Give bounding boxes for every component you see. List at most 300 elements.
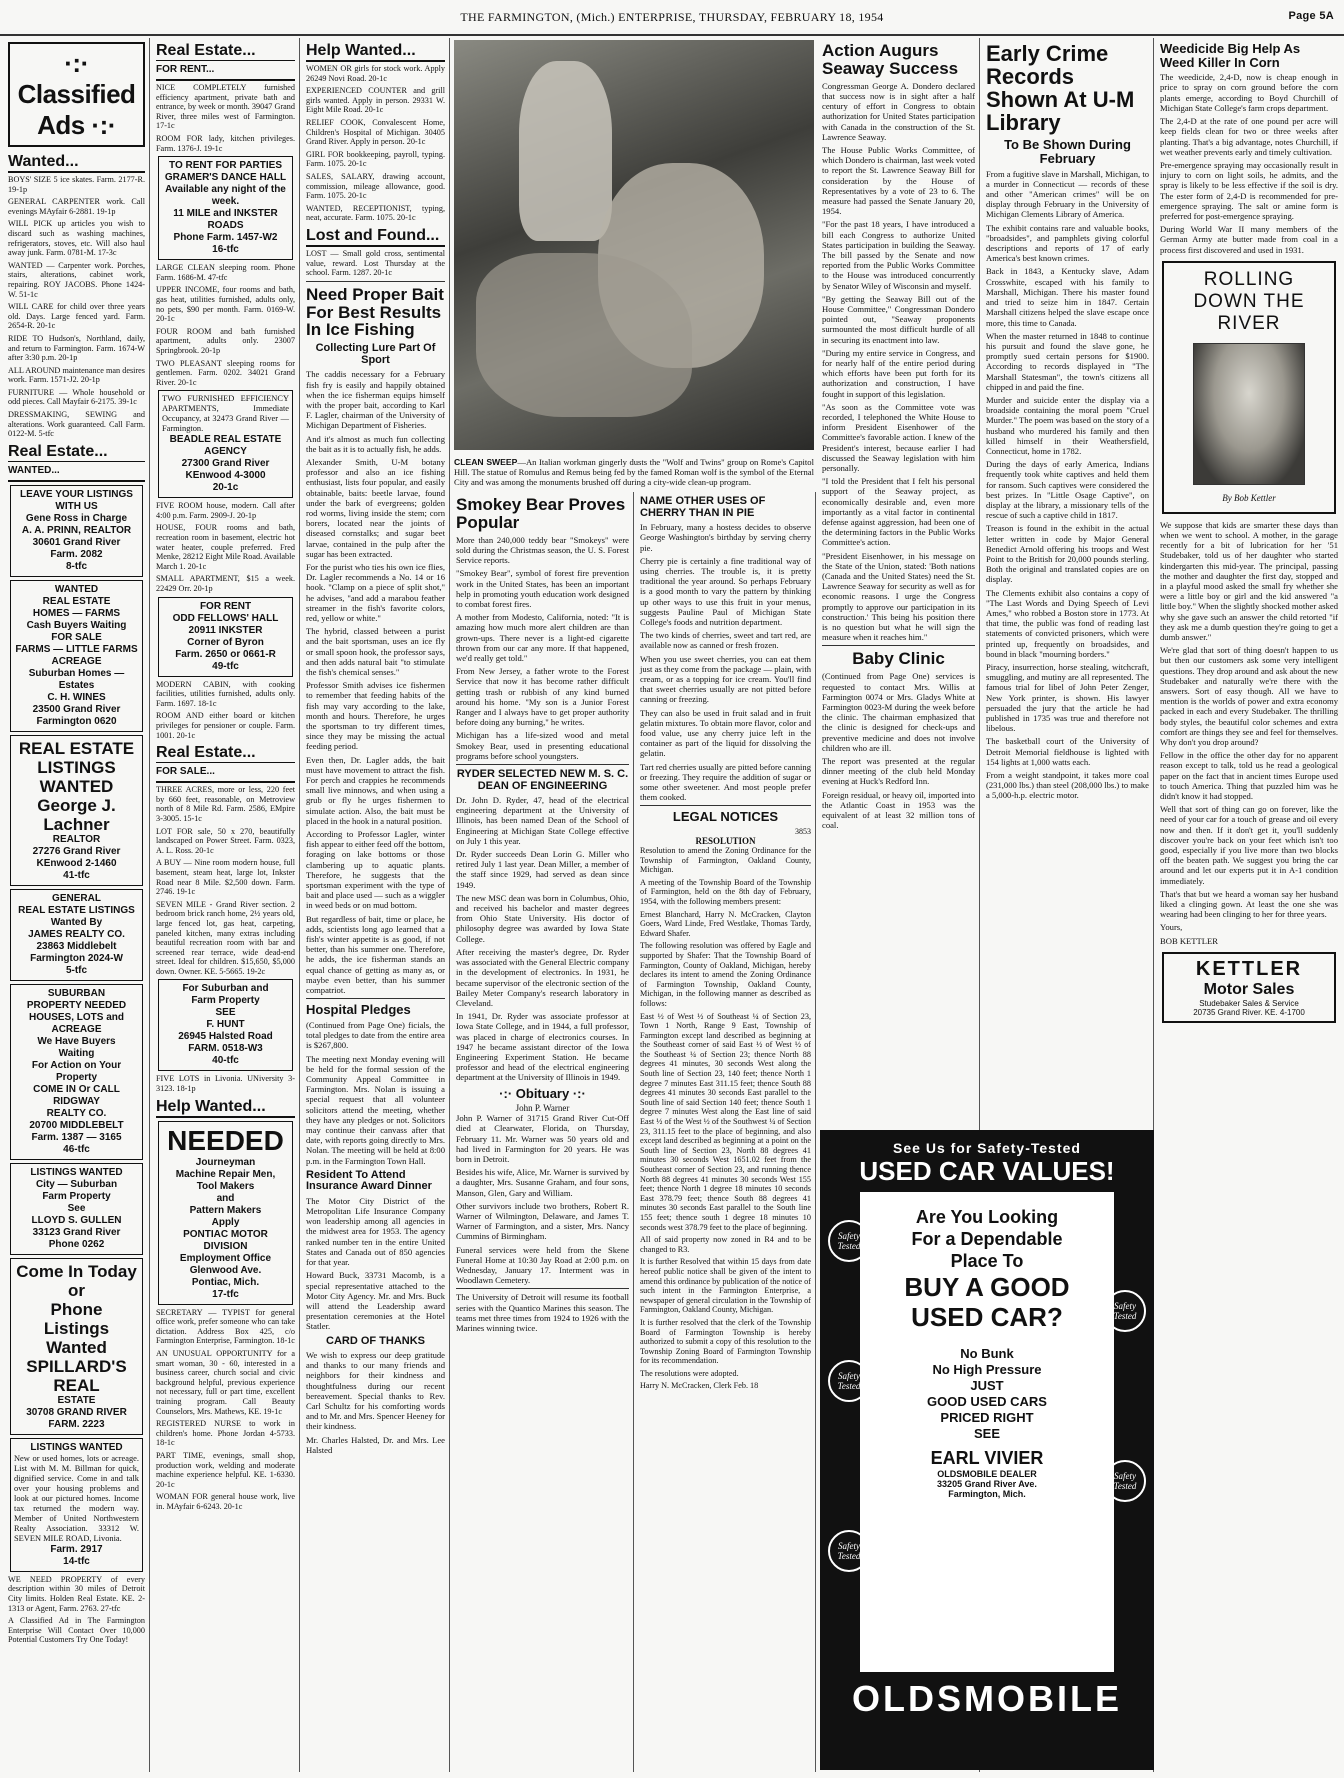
ad-line: 20911 INKSTER [188,624,263,636]
ad-line: Farm Property [42,1190,111,1202]
paragraph: RIDE TO Hudson's, Northland, daily, and return to Farmington. Farm. 1674-W after 3:30 p.m. 20-1p [8,333,145,363]
wanted-heading: Wanted... [8,153,145,173]
paragraph: It is further resolved that the clerk of the Township Board of Farmington Township is hereby authorized to submit a copy of this resolution to the Township Zoning Board of Farmington Township for its recommendation. [640,1317,811,1366]
smokey-story [456,535,629,761]
paragraph: In 1941, Dr. Ryder was associate professor at Iowa State College, and in 1944, a full professor, was placed in charge of electronics courses. In 1947 he became assistant director of the Iowa Engineering Experiment Station. He became professor and head of the electrical engineering department at the University of Illinois in 1949. [456,1011,629,1083]
ad-line: BEADLE REAL ESTATE [169,434,282,446]
paragraph: The hybrid, classed between a purist and the bait sportsman, uses an ice fly or small spoon hook, the professor says, and then adds natural bait "to stimulate the fish's chemical senses." [306,626,445,677]
safety-tested-badge: Safety Tested [828,1360,870,1402]
ad-line: Phone Farm. 1457-W2 [173,232,278,244]
ad-line: C. H. WINES [47,691,106,703]
paragraph: SEVEN MILE - Grand River section. 2 bedroom brick ranch home, 2½ years old, large fenced lot, gas heat, carpeting, paneled kitchen, many extras including beautiful recreation room with bar and screened rear terrace, wide dead-end street. Ideal for children. $15,650, $5,000 down. Owner. KE. 5-5665. 19-2c [156,899,295,976]
olds-q3: Place To [950,1251,1024,1271]
classified-banner: ·:· Classified Ads ·:· [8,42,145,147]
ad-line: A. A. PRINN, REALTOR [21,524,132,536]
paragraph: SALES, SALARY, drawing account, commission, mileage allowance, good. Farm. 1075. 20-1c [306,171,445,201]
ad-line: 26945 Halsted Road [178,1031,273,1043]
rent-list-2 [156,263,295,387]
paragraph: Well that sort of thing can go on forever, like the need of your car for a touch of grease and oil every now and then. If it don't get it, you'll suddenly discover you're back on your feet which isn't too good, especially if you live more than two blocks off the beaten path. We suggest you bring the car around and let our experts put it in A-1 condition immediately. [1160,804,1338,886]
rolling-line-2: DOWN THE [1193,290,1305,312]
paragraph: DRESSMAKING, SEWING and alterations. Work guaranteed. Call Farm. 0122-M. 5-tfc [8,410,145,439]
crime-headline: Early Crime Records Shown At U-M Library [986,41,1135,136]
divider [306,281,445,282]
paragraph: A meeting of the Township Board of the Township of Farmington, held on the 8th day of February, 1954, with the following members present: [640,877,811,906]
olds-top: See Us for Safety-Tested [893,1140,1081,1156]
ad-line: KEnwood 2-1460 [36,857,117,869]
ad-pontiac-motor [158,1121,293,1305]
sale-list [156,785,295,976]
ad-line: Farm Property [191,995,260,1007]
ad-line: 20-1c [212,482,239,494]
paragraph: Back in 1843, a Kentucky slave, Adam Crosswhite, escaped with his family to Marshall, Michigan. There his master found and tried to seize him in 1847. Certain Marshall citizens helped the slave escape once more, this time to Canada. [986,266,1149,328]
paragraph: FURNITURE — Whole household or odd pieces. Call Mayfair 6-2175. 39-1c [8,387,145,407]
ad-hunt [158,979,293,1071]
paragraph: Fellow in the office the other day for no apparent reason except to talk, told us he read a geological paper on the fact that in ancient times Europe used to touch America. Thing that puzzled him was he didn't know it had stopped. [1160,750,1338,802]
ad-line: KEnwood 4-3000 [185,470,266,482]
ryder-headline: RYDER SELECTED NEW M. S. C. DEAN OF ENGINEERING [456,767,629,792]
kettler-address: 20735 Grand River. KE. 4-1700 [1193,1007,1305,1017]
paragraph: THREE ACRES, more or less, 220 feet by 660 feet, reasonable, on Metroview north of 8 Mile Rd. Farm. 2586, EMpire 3-3005. 15-1c [156,785,295,823]
ad-line: 40-tfc [212,1055,239,1067]
ad-line: Lachner [43,814,110,834]
paragraph: The basketball court of the University of Detroit Memorial fieldhouse is lighted with 154 lights at 1,000 watts each. [986,736,1149,767]
kettler-ad [1162,952,1336,1023]
ad-line: REALTY CO. [46,1107,107,1119]
oldsmobile-ad [820,1130,1154,1770]
paragraph: WILL PICK up articles you wish to discard such as washing machines, refrigerators, stoves, etc. Will also haul away junk. Farm. 0781-M. 17-3c [8,219,145,258]
kettler-motor-sales: Motor Sales [1203,980,1295,998]
ice-fishing-headline: Need Proper Bait For Best Results In Ice Fishing [306,284,444,340]
paragraph: Funeral services were held from the Skene Funeral Home at 10:30 Jay Road at 2:00 p.m. on Wednesday, January 17. Interment was in Woodlawn Cemetery. [456,1244,629,1286]
ad-line: Waiting [58,1047,95,1059]
paragraph: The caddis necessary for a February fish fry is easily and happily obtained when the ice fisherman equips himself with the proper bait, according to Karl F. Lagler, chairman of the University of Michigan Department of Fisheries. [306,369,445,431]
paragraph: We wish to express our deep gratitude and thanks to our many friends and neighbors for their kindness and thoughtfulness during our recent bereavement. Special thanks to Rev. Carl Schultz for his comforting words and to Mr. and Mrs. Spencer Heeney for their kindness. [306,1350,445,1432]
obituary-headline: ·:· Obituary ·:· [499,1085,586,1101]
olds-used-car: USED CAR? [911,1302,1063,1332]
kettler-name: KETTLER [1195,957,1303,980]
ad-line: REAL ESTATE [18,738,135,758]
paragraph: All of said property now zoned in R4 and to be changed to R3. [640,1235,811,1254]
paragraph: Harry N. McCracken, Clerk Feb. 18 [640,1381,759,1391]
ad-line: 20700 MIDDLEBELT [29,1119,124,1131]
paragraph: The following resolution was offered by Eagle and supported by Shafer: That the Township Board of Farmington, County of Oakland, Michigan, hereby declares its intent to amend the Zoning Ordinance of Farmington Township, Oakland County, Michigan, in the following manner as described as follows: [640,941,811,1008]
olds-body [860,1192,1114,1672]
paragraph: REGISTERED NURSE to work in children's home. Phone Jordan 4-5733. 18-1c [156,1419,295,1448]
paragraph: (Continued from Page One) services is requested to contact Mrs. Willis at Farmington 0074 or Mrs. Gladys White at Farmington 0023-M during the week before the clinic. The chairman emphasized that the clinic is designed for check-ups and preventive medicine and does not involve children who are ill. [822,671,975,753]
paragraph: Dr. John D. Ryder, 47, head of the electrical engineering department at the University of Illinois, has been named Dean of the School of Engineering at Michigan State College effective on July 1 this year. [456,795,629,846]
wanted-list [8,175,145,439]
ice-fishing-story [306,369,445,995]
paragraph: MODERN CABIN, with cooking facilities, utilities furnished, adults only. Farm. 1697. 18-1c [156,679,295,708]
fuel-note [822,790,975,831]
ad-line: ACREAGE [51,655,102,667]
insurance-story [306,1196,445,1332]
ad-line: For Suburban and [182,983,269,995]
caption-text: —An Italian workman gingerly dusts the "Wolf and Twins" group on Rome's Capitol Hill. The statue of Romulus and Remus being fed by the famed Roman wolf is the symbol of the Eternal City and was among the monuments brushed off during a city-wide clean-up program. [454,457,814,487]
paragraph: "During my entire service in Congress, and for nearly half of the entire period during which efforts have been put forth for its authorization and construction, I have fought in support of this legislation. [822,347,975,399]
ad-odd-fellows [158,597,293,677]
ad-line: and [216,1192,235,1204]
crime-subhead: To Be Shown During February [1004,137,1131,167]
olds-dealer-sub-3: Farmington, Mich. [948,1489,1026,1499]
olds-m2: No High Pressure [932,1362,1042,1377]
ad-line: Corner of Byron [187,636,264,648]
byline: By Bob Kettler [1222,492,1276,503]
ad-line: RIDGWAY [53,1095,100,1107]
paragraph: LOST — Small gold cross, sentimental value, reward. Lost Thursday at the school. Farm. 1287. 20-1c [306,248,445,278]
baby-clinic-headline: Baby Clinic [852,649,945,669]
paragraph: BOYS' SIZE 5 ice skates. Farm. 2177-R. 19-1p [8,175,145,194]
ad-line: TWO FURNISHED EFFICIENCY APARTMENTS, Immediate Occupancy, at 32473 Grand River — Farmington. [162,394,289,434]
paragraph: ROOM FOR lady, kitchen privileges. Farm. 1376-J. 19-1c [156,133,295,153]
ad-line: ESTATE [57,1394,96,1406]
rent-list-3 [156,501,295,593]
ad-line: ODD FELLOWS' HALL [172,612,279,624]
paragraph: HOUSE, FOUR rooms and bath, recreation room in basement, electric hot water heater, couple preferred. Fred Menke, 28212 Eight Mile Road. Available March 1. 20-1c [156,523,295,571]
sale-list-2 [156,1074,295,1093]
cherry-story [640,522,811,802]
ad-line: Wanted By [50,916,103,928]
olds-m5: PRICED RIGHT [940,1410,1034,1425]
ad-line: SEE [215,1007,236,1019]
paragraph: FIVE LOTS in Livonia. UNiversity 3-3123. 18-1p [156,1074,295,1094]
olds-dealer-sub-1: OLDSMOBILE DEALER [937,1469,1037,1479]
ad-line: Phone 0262 [48,1238,105,1250]
ad-line: REAL ESTATE [42,595,111,607]
paragraph: The new MSC dean was born in Columbus, Ohio, and received his bachelor and master degrees from Ohio State University. His doctor of philosophy degree was awarded by Iowa State College. [456,892,629,944]
ad-line: Suburban Homes — Estates [28,667,125,691]
ad-line: F. HUNT [206,1019,245,1031]
paragraph: That's that but we heard a woman say her husband liked a clinging gown. At least the one she was wearing had been clinging to her for three years. [1160,888,1338,920]
lost-found-heading: Lost and Found... [306,227,445,247]
ad-line: Farmington 2024-W [30,952,123,964]
ad-line: JAMES REALTY CO. [28,928,125,940]
rolling-line-1: ROLLING [1203,268,1295,290]
re-wanted-sub: WANTED... [8,461,145,480]
paragraph: ALL AROUND maintenance man desires work. Farm. 1571-J2. 20-1p [8,365,145,385]
paragraph: They can also be used in fruit salad and in fruit gelatin mixtures. To obtain more flavor, color and food value, use any cherry juice left in the container as part of the liquid for dissolving the gelatin. [640,707,811,759]
paragraph: We're glad that sort of thing doesn't happen to us but then our customers ask some very intelligent questions. They drop around and ask about the new Studebaker and naturally we're there with the answers. Sort of easy though. All we have to mention is the worlds of power and extra economy packed in each and every Studebaker. The thrilling body styles, the beautiful color schemes and extra comfort are things they see and feel for themselves. Why don't you drop around? [1160,645,1338,747]
olds-q1: Are You Looking [915,1207,1059,1227]
ad-line: 23500 Grand River [32,703,121,715]
paragraph: John P. Warner of 31715 Grand River Cut-Off died at Clearwater, Florida, on Thursday, February 11. Mr. Warner was 50 years old and had lived in Farmington for 20 years. He was born in Detroit. [456,1113,629,1164]
ad-line: Listings Wanted [43,1318,110,1357]
ad-line: SPILLARD'S REAL [26,1356,127,1395]
ad-line: Available any night of the week. [165,184,286,208]
paragraph: "President Eisenhower, in his message on the State of the Union, stated: 'Both nations (Canada and the United States) need the St. Lawrence Seaway for security as well as for economic reasons. I urge the Congress promptly to approve our participation in its construction.' This being his position there is no question but what he will sign the measure when it reaches him." [822,550,975,643]
photo-caption [454,457,814,487]
ad-lachner [10,735,143,886]
ad-line: 23863 Middlebelt [36,940,117,952]
basketball-note [986,736,1149,800]
ad-gramers [158,156,293,260]
ad-line: Farm. 2917 [50,1543,103,1555]
ad-spillard [10,1258,143,1435]
ad-line: For Action on Your Property [31,1059,122,1083]
paragraph: When you use sweet cherries, you can eat them just as they come from the package — plain, with cream, or as a topping for ice cream. You'll find that sweet cherries usually are not pitted before canning or freezing. [640,653,811,705]
paragraph: From New Jersey, a father wrote to the Forest Service that now it has become rather difficult getting trash or rubbish of any kind burned around his home. "My son is a Junior Forest Ranger and I always have to get proper authority before doing any burning," he writes. [456,666,629,728]
paragraph: PART TIME, evenings, small shop, production work, welding and moderate machine experience helpful. KE. 1-6330. 20-1c [156,1450,295,1489]
ad-line: LEAVE YOUR LISTINGS WITH US [20,488,133,512]
ad-line: 46-tfc [63,1143,90,1155]
ad-james-realty [10,889,143,981]
legal-number: 3853 [795,827,811,837]
paragraph: "For the past 18 years, I have introduced a bill each Congress to authorize United States participation in building the Seaway. The bill passed by the Senate and now reported from the Public Works Committee to the House was introduced concurrently by Senator Wiley of Wisconsin and myself. [822,219,975,291]
paragraph: A BUY — Nine room modern house, full basement, steam heat, large lot, Inkster Road near 8 Mile. $2,500 down. Farm. 2746. 19-1c [156,858,295,897]
olds-dealer: EARL VIVIER [930,1448,1044,1468]
paragraph: "Smokey Bear", symbol of forest fire prevention work in the United States, has been an important help in promoting youth education work designed to combat forest fires. [456,568,629,609]
legal-text [640,846,811,1391]
weed-story [1160,72,1338,254]
ad-line: PONTIAC MOTOR [183,1228,268,1240]
ad-line: Employment Office [179,1252,272,1264]
paragraph: The 2,4-D at the rate of one pound per acre will keep fields clean for two or three weeks after planting. That's a big advantage, notes Churchill, if wet weather prevents early and timely cultivation. [1160,116,1338,157]
kettler-column [1160,520,1338,946]
paragraph: Pre-emergence spraying may occasionally result in injury to corn on light soils, he admits, and the spray is likely to be less effective if the soil is dry. The ester form of 2,4-D is recommended for pre-emergence spraying. The salt or amine form is preferred for post-emergence spraying. [1160,159,1338,221]
paragraph: Resolution to amend the Zoning Ordinance for the Township of Farmington, Oakland County, Michigan. [640,846,811,875]
olds-m1: No Bunk [960,1346,1014,1361]
paragraph: It is further Resolved that within 15 days from date hereof public notice shall be given of the intent to amend this ordinance by publication of the notice of such intent in the Farmington Enterprise, a newspaper of general circulation in the Township of Farmington, Oakland County, Michigan. [640,1257,811,1315]
ad-line: AGENCY [204,446,247,458]
paragraph: After receiving the master's degree, Dr. Ryder was associated with the General Electric company in the development of electronics. In 1931, he became supervisor of the electronic section of the Bailey Meter Company's research laboratory in Cleveland. [456,946,629,1008]
thanks-headline: CARD OF THANKS [326,1334,425,1347]
ad-line: 41-tfc [63,869,90,881]
paragraph: LOT FOR sale, 50 x 270, beautifully landscaped on Power Street. Farm. 0323, A. L. Ross. 20-1c [156,826,295,855]
paragraph: The University of Detroit will resume its football series with the Quantico Marines this season. The teams met three times from 1924 to 1926 with the Marines winning twice. [456,1292,629,1334]
paragraph: The exhibit contains rare and valuable books, "broadsides", and pamphlets giving colorful descriptions and reports of 17 of early America's best known crimes. [986,222,1149,264]
column-classifieds-2 [152,38,300,1772]
paragraph: During the days of early America, Indians frequently took white captives and held them for ransom. Such captives were considered the best prizes. In "Little Osage Captive", on display at the library, a missionary tells of the rescue of such a captive child in 1817. [986,459,1149,521]
divider [456,764,629,765]
ad-line: Come In Today [16,1261,137,1281]
paragraph: GENERAL CARPENTER work. Call evenings MAyfair 6-2881. 19-1p [8,197,145,216]
paragraph: We suppose that kids are smarter these days than when we went to school. A mother, in the garage recently for a bit of lubrication for her '51 Studebaker, told us of her daughter who started kindergarten this mid-year. The principal, passing the mother and daughter the first day, stopped and in a playful mood asked the small fry whether she were a little boy or girl and the kid answered "a little boy." When the slightly shocked mother asked why she gave such an answer the child retorted "if they ask me a dumb question they're going to get a dumb answer." [1160,519,1338,642]
for-sale-heading [156,744,295,783]
ad-wines [10,580,143,732]
paragraph: The Motor City District of the Metropolitan Life Insurance Company won leadership among all agencies in the midwest area for 1953. The agency ranked number ten in the entire United States and Canada out of 850 agencies for that year. [306,1195,445,1268]
paragraph: WE NEED PROPERTY of every description within 30 miles of Detroit City limits. Holden Real Estate. KE. 2-1313 or Agent, Farm. 2763. 27-tfc [8,1574,145,1613]
paragraph: WOMAN FOR general house work, live in. MAyfair 6-6243. 20-1c [156,1492,295,1511]
paragraph: The meeting next Monday evening will be held for the formal session of the Community Appeal Committee in Farmington. Mrs. Nolan is issuing a special request that all volunteer solicitors attend the meeting, whether they have any pledges or not. Solicitors may continue their canvass after that date, with reports going directly to Mrs. Nolan. The meeting will be held at 8:00 p.m. in the Farmington Town Hall. [306,1053,445,1166]
help-wanted-heading: Help Wanted... [306,42,445,62]
hospital-story [306,1020,445,1166]
paragraph: "As soon as the Committee vote was recorded, I telephoned the White House to inform President Eisenhower of the Committee's favorable action. I knew of the President's interest, because earlier I had discussed the Seaway legislation with him personally. [822,401,975,473]
paragraph: Mr. Charles Halsted, Dr. and Mrs. Lee Halsted [306,1434,445,1455]
olds-q2: For a Dependable [911,1229,1063,1249]
ad-line: GRAMER'S DANCE HALL [164,172,287,184]
paragraph: BOB KETTLER [1160,935,1219,946]
ad-line: Tool Makers [196,1180,255,1192]
divider [456,1288,629,1289]
ad-line: PROPERTY NEEDED [26,999,127,1011]
column-3 [302,38,450,1772]
ad-line: Apply [211,1216,240,1228]
paragraph: Foreign residual, or heavy oil, imported into the Atlantic Coast in 1953 was the equivalent of at least 32 million tons of coal. [822,789,975,831]
kettler-service: Studebaker Sales & Service [1199,998,1299,1008]
olds-headline: USED CAR VALUES! [859,1156,1115,1186]
paragraph: Piracy, insurrection, horse stealing, witchcraft, smuggling, and mutiny are all represented. The famous trial for libel of John Peter Zenger, New York printer, is shown. His lawyer persuaded the jury that the article he had published in 1735 was true and therefore not libelous. [986,662,1149,734]
paragraph: NICE COMPLETELY furnished efficiency apartment, private bath and entrance, by week or month. 39047 Grand River, three miles west of Farmington. 17-1c [156,83,295,131]
rent-list-1 [156,83,295,153]
ad-line: FOR SALE [51,631,102,643]
paragraph: Even then, Dr. Lagler adds, the bait must have movement to attract the fish. For perch and crappies he recommends small live minnows, and when using a grub or fly he urges fishermen to simulate action. Also, the bait must be placed in the hook in a natural position. [306,754,445,826]
paragraph: (Continued from Page One) ficials, the total pledges to date from the entire area is $267,800. [306,1019,445,1051]
paragraph: Tart red cherries usually are pitted before canning or freezing. They require the addition of sugar or some other sweetener. And most people prefer them cooked. [640,761,811,803]
ad-line: COME IN Or CALL [33,1083,120,1095]
ad-line: REALTOR [52,833,101,845]
paragraph: RELIEF COOK, Convalescent Home, Children's Hospital of Michigan. 30405 Grand River. Apply in person. 20-1c [306,117,445,147]
paragraph: A mother from Modesto, California, noted: "It is amazing how much more alert children are than grown-ups. There never is a light-ed cigarette thrown from our car any more. If that happened, we'd really get told." [456,612,629,663]
paragraph: WILL CARE for child over three years old. Days. Large fenced yard. Farm. 2654-R. 20-1c [8,302,145,331]
ad-line: Machine Repair Men, [175,1168,276,1180]
ad-efficiency [158,390,293,498]
photo-workman [519,61,613,241]
caption-bold: CLEAN SWEEP [454,457,518,467]
olds-brand: OLDSMOBILE [852,1678,1122,1719]
paragraph: UPPER INCOME, four rooms and bath, gas heat, utilities furnished, adults only, no pets, $90 per month. Farm. 0169-W. 20-1c [156,285,295,324]
paragraph: In February, many a hostess decides to observe George Washington's birthday by serving cherry pie. [640,522,811,553]
olds-m4: GOOD USED CARS [927,1394,1047,1409]
seaway-headline: Action Augurs Seaway Success [822,41,959,78]
ad-line: 8-tfc [65,560,88,572]
ad-line: 16-tfc [212,244,239,256]
ad-line: Pattern Makers [189,1204,262,1216]
paragraph: FOUR ROOM and bath furnished apartment, adults only. 23007 Springbrook. 20-1p [156,326,295,355]
rent-list-4 [156,680,295,741]
paragraph: WANTED — Carpenter work. Porches, stairs, alterations, cabinet work, repairing. ROY JACOBS. Phone 1424-W. 51-1c [8,260,145,299]
column-4 [452,492,634,1772]
ad-line: NEEDED [167,1124,284,1156]
paragraph: "By getting the Seaway Bill out of the House Committee," Congressman Dondero pointed out, "Seaway proponents surmounted the most difficult hurdle of all in securing its enactment into law. [822,293,975,345]
ad-line: or [68,1280,85,1300]
col1-end [8,1575,145,1645]
olds-m3: JUST [970,1378,1004,1393]
paragraph: GIRL FOR bookkeeping, payroll, typing. Farm. 1075. 20-1c [306,149,445,169]
hospital-headline: Hospital Pledges [306,1002,411,1018]
paragraph: Michigan has a life-sized wood and metal Smokey Bear, used in presenting educational programs before school youngsters. [456,730,629,761]
divider [640,805,811,806]
photo-twins [476,253,692,417]
safety-tested-badge: Safety Tested [1104,1290,1146,1332]
weed-headline: Weedicide Big Help As Weed Killer In Corn [1160,41,1301,70]
ad-line: Farm. 2082 [50,548,103,560]
re-wanted-heading [8,443,145,482]
ad-line: SUBURBAN [47,987,106,999]
paragraph: More than 240,000 teddy bear "Smokeys" were sold during the Christmas season, the U. S. Forest Service reports. [456,534,629,566]
obituary-story [456,1113,629,1285]
paragraph: Murder and suicide enter the display via a broadside containing the moral poem "Cruel Murder." The poem was based on the story of a husband who murdered his family and then killed himself in their Weathersfield, Connecticut, home in 1782. [986,394,1149,456]
ad-line: TO RENT FOR PARTIES [169,160,282,172]
paragraph: According to Professor Lagler, winter fish appear to either feed off the bottom, foraging on lake bottoms or those clambering up to aquatic plants. Therefore, he suggests that the sportsman experiment with the type of bait and place used — such as a wiggler in weed beds or on mud bottom. [306,829,445,911]
re-wanted-title: Real Estate... [8,442,108,460]
help-wanted-heading-2: Help Wanted... [156,1098,295,1118]
ice-fishing-subhead: Collecting Lure Part Of Sport [315,342,436,366]
ad-line: WANTED [39,776,114,796]
safety-tested-badge: Safety Tested [828,1530,870,1572]
paragraph: TWO PLEASANT sleeping rooms for gentlemen. Farm. 0202. 34021 Grand River. 20-1c [156,358,295,387]
for-rent-heading [156,42,295,81]
ad-line: LISTINGS [37,757,116,777]
ad-line: REAL ESTATE LISTINGS [18,904,135,916]
for-sale-sub: FOR SALE... [156,762,295,781]
paragraph: The Clements exhibit also contains a copy of "The Last Words and Dying Speech of Levi Ames," who robbed a Boston store in 1773. At that time, the public was fond of reading last statements of convicted prisoners, which were printed up, frequently on broadsides, and bound in black "mourning borders." [986,587,1149,659]
paragraph: The House Public Works Committee, of which Dondero is chairman, last week voted to report the St. Lawrence Seaway Bill for consideration by the House of Representatives by a vote of 23 to 6. The measure had passed the Senate January 20, 1954. [822,144,975,217]
ad-line: 49-tfc [212,660,239,672]
ad-line: HOUSES, LOTS and ACREAGE [28,1011,124,1035]
wolf-statue-photo [454,40,814,450]
safety-tested-badge: Safety Tested [828,1220,870,1262]
seaway-story [822,81,975,643]
paragraph: SECRETARY — TYPIST for general office work, prefer someone who can take dictation. Address Box 425, c/o Farmington Enterprise, Farmington. 18-1c [156,1307,295,1346]
ad-line: Cash Buyers Waiting [26,619,127,631]
safety-tested-badge: Safety Tested [1104,1460,1146,1502]
olds-m6: SEE [973,1426,1000,1441]
paragraph: But regardless of bait, time or place, he adds, scientists long ago learned that a fish's winter appetite is as good, if not better, than his summer one. Therefore, he adds, the ice fisherman stands an equal chance of getting as many as, or maybe even better, than his summer compatriot. [306,913,445,996]
paragraph: Dr. Ryder succeeds Dean Lorin G. Miller who retired July 1 last year. Dean Miller, a member of the staff since 1929, had served as dean since 1949. [456,849,629,890]
ad-line: Farm. 1387 — 3165 [31,1131,122,1143]
paragraph: For the purist who ties his own ice flies, Dr. Lagler recommends a No. 14 or 16 hook. "Clamp on a piece of split shot," he advises, "and add a marabou feather streamer in the fish's favorite colors, red, yellow or white." [306,561,445,623]
paragraph: "I told the President that I felt his personal support of the Seaway project, as economically desirable and, even more importantly as a vital factor in continental defense against aggression, had been one of the determining factors in the Public Works Committee's action. [822,476,975,548]
help-list-2 [156,1308,295,1512]
ad-line: LISTINGS WANTED [30,1441,123,1453]
ad-line: Pontiac, Mich. [191,1276,260,1288]
ad-line: FARM. 0518-W3 [188,1043,263,1055]
baby-clinic-story [822,671,975,786]
ad-line: HOMES — FARMS [32,607,121,619]
page-number: Page 5A [1288,10,1334,22]
ryder-story [456,795,629,1082]
column-5 [636,492,816,1772]
olds-dealer-sub-2: 33205 Grand River Ave. [937,1479,1037,1489]
thanks-text [306,1350,445,1455]
masthead-line: THE FARMINGTON, (Mich.) ENTERPRISE, THURSDAY, FEBRUARY 18, 1954 [460,9,884,24]
paragraph: The weedicide, 2,4-D, now is cheap enough in price to spray on corn ground before the corn plants emerge, according to Boyd Churchill of Michigan State College's farm crops department. [1160,72,1338,113]
paragraph: The resolutions were adopted. [640,1368,739,1378]
ad-line: Farmington 0620 [36,715,117,727]
paragraph: WOMEN OR girls for stock work. Apply 26249 Novi Road. 20-1c [306,64,445,83]
ad-line: Journeyman [195,1156,256,1168]
paragraph: ROOM AND either board or kitchen privileges for pensioner or couple. Farm. 1001. 20-1c [156,711,295,740]
ad-line: FOR RENT [199,600,252,612]
divider [822,645,975,646]
smokey-headline: Smokey Bear Proves Popular [456,495,626,532]
ad-line: See [67,1202,86,1214]
paragraph: Other survivors include two brothers, Robert R. Warner of Wilmington, Delaware, and James T. Warner of Farmington, and a sister, Mrs. Nancy Cummins of Birmingham. [456,1200,629,1242]
ad-line: 30708 GRAND RIVER [26,1406,127,1418]
column-classifieds-1 [4,38,150,1772]
ad-line: 33123 Grand River [32,1226,121,1238]
paragraph: Professor Smith advises ice fishermen to remember that feeding habits of the fish may vary according to the lake, month and hours. Therefore, he urges the sportsman to try different times, since they may be missing the actual feeding period. [306,680,445,752]
for-rent-title: Real Estate... [156,42,256,59]
paragraph: Besides his wife, Alice, Mr. Warner is survived by a daughter, Mrs. Susanne Graham, and four sons, Manson, Glen, Gary and William. [456,1167,629,1198]
legal-title: RESOLUTION [695,836,756,847]
rolling-down-the-river-box [1162,261,1336,514]
ad-line: We Have Buyers [37,1035,116,1047]
ad-line: FARMS — LITTLE FARMS [15,643,138,655]
ad-line: FARM. 2223 [48,1418,105,1430]
paragraph: Ernest Blanchard, Harry N. McCracken, Clayton Goers, Ward Linde, Fred Westlake, Thomas Tardy, Edward Shafer. [640,909,811,938]
ad-line: Phone [50,1299,103,1319]
bob-kettler-portrait [1193,343,1305,485]
insurance-headline: Resident To Attend Insurance Award Dinner [306,1168,432,1193]
ad-line: 5-tfc [65,964,88,976]
paragraph: During World War II many members of the German Army ate butter made from coal in a process first discovered and used in 1931. [1160,224,1338,255]
masthead [0,0,1344,36]
paragraph: Howard Buck, 33731 Macomb, is a special representative attached to the Motor City Agency. Mr. and Mrs. Buck will attend the Leadership award presentation ceremonies at the Hotel Statler. [306,1270,445,1332]
ad-ridgway [10,984,143,1160]
ad-line: LISTINGS WANTED [30,1166,123,1178]
paragraph: AN UNUSUAL OPPORTUNITY for a smart woman, 30 - 60, interested in a business career, church social and civic background helpful, previous experience not necessary, full or part time, excellent training program. Call Beauty Counselors, Mrs. Mathews, KE. 19-1c [156,1349,295,1416]
